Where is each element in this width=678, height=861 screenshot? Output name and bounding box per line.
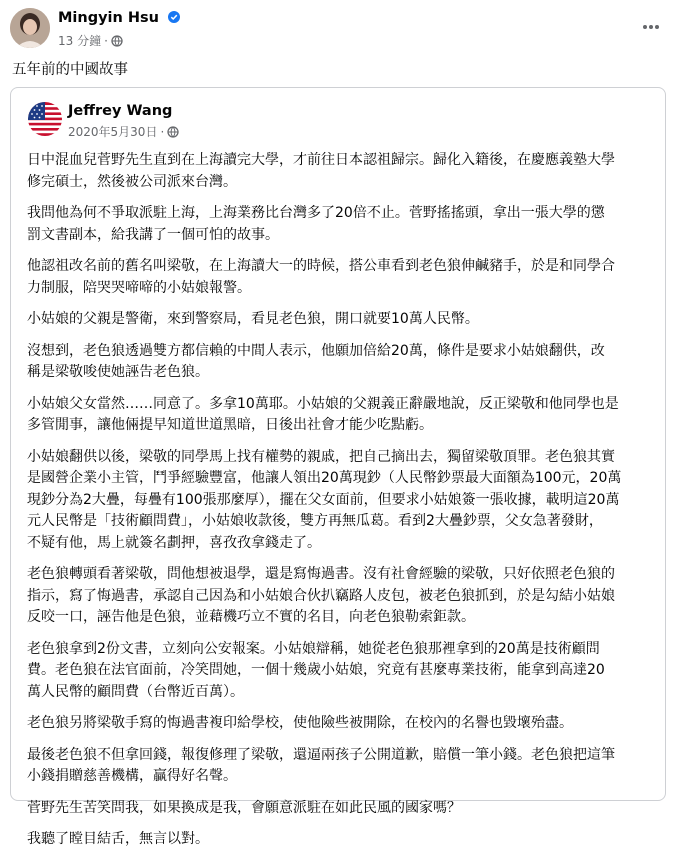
paragraph: 小姑娘的父親是警衛，來到警察局，看見老色狼，開口就要10萬人民幣。 — [27, 311, 479, 327]
paragraph: 老色狼拿到2份文書，立刻向公安報案。小姑娘辯稱，她從老色狼那裡拿到的20萬是技術顧問 費。老色狼在法官面前，冷笑問她，一個十幾歲小姑娘，究竟有甚麼專業技術，能拿到高達20 萬人民幣的顧問費（台幣近百萬）。 — [27, 640, 605, 700]
globe-icon — [111, 35, 123, 47]
paragraph: 他認祖改名前的舊名叫梁敬，在上海讀大一的時候，搭公車看到老色狼伸鹹豬手，於是和同學合 力制服，陪哭哭啼啼的小姑娘報警。 — [27, 258, 615, 296]
shared-post-date[interactable]: 2020年5月30日 — [68, 125, 158, 139]
separator-dot: · — [160, 125, 165, 139]
post-meta — [58, 32, 123, 49]
post-time[interactable]: 13 分鐘 — [58, 34, 102, 48]
paragraph: 小姑娘父女當然……同意了。多拿10萬耶。小姑娘的父親義正辭嚴地說，反正梁敬和他同學也是 多管閒事，讓他倆提早知道世道黑暗，日後出社會才能少吃點虧。 — [27, 395, 619, 433]
shared-post-header — [28, 100, 648, 140]
shared-post-body — [27, 150, 653, 861]
us-flag-icon — [28, 102, 62, 136]
post-header — [10, 8, 660, 52]
shared-post-meta — [68, 123, 179, 140]
more-options-icon[interactable] — [638, 14, 664, 40]
paragraph: 菅野先生苦笑問我，如果換成是我，會願意派駐在如此民風的國家嗎？ — [27, 799, 461, 816]
globe-icon — [167, 126, 179, 138]
paragraph: 老色狼另將梁敬手寫的悔過書複印給學校，使他險些被開除，在校內的名譽也毀壞殆盡。 — [27, 715, 573, 731]
paragraph: 最後老色狼不但拿回錢，報復修理了梁敬，還逼兩孩子公開道歉，賠償一筆小錢。老色狼把這筆 小錢捐贈慈善機構，贏得好名聲。 — [27, 746, 615, 784]
paragraph: 我問他為何不爭取派駐上海，上海業務比台灣多了20倍不止。菅野搖搖頭，拿出一張大學的懲 罰文書副本，給我講了一個可怕的故事。 — [27, 205, 605, 243]
paragraph: 小姑娘翻供以後，梁敬的同學馬上找有權勢的親戚，把自己摘出去，獨留梁敬頂罪。老色狼其實 是國營企業小主管，鬥爭經驗豐富，他讓人領出20萬現鈔（人民幣鈔票最大面額為100元，20萬 現鈔分為2大疊，每疊有100張那麼厚），擺在父女面前，但要求小姑娘簽一張收據，載明這20萬 元人民幣是「技術顧問費」，小姑娘收款後，雙方再無瓜葛。看到2大疊鈔票，父女急著發財， 不疑有他，馬上就簽名劃押，喜孜孜拿錢走了。 — [27, 448, 622, 551]
paragraph: 沒想到，老色狼透過雙方都信賴的中間人表示，他願加倍給20萬，條件是要求小姑娘翻供，改 稱是梁敬唆使她誣告老色狼。 — [27, 342, 605, 380]
verified-badge-icon — [168, 11, 180, 23]
author-name: Mingyin Hsu — [58, 10, 159, 26]
separator-dot: · — [104, 34, 108, 48]
author-avatar[interactable] — [10, 8, 50, 48]
paragraph: 日中混血兒菅野先生直到在上海讀完大學，才前往日本認祖歸宗。歸化入籍後，在慶應義塾大學 修完碩士，然後被公司派來台灣。 — [27, 152, 615, 190]
shared-author-name[interactable]: Jeffrey Wang — [68, 103, 173, 119]
author-avatar-image — [10, 8, 50, 48]
shared-author-avatar[interactable] — [28, 102, 62, 136]
shared-post-card[interactable] — [10, 87, 666, 847]
paragraph: 老色狼轉頭看著梁敬，問他想被退學，還是寫悔過書。沒有社會經驗的梁敬，只好依照老色狼的 指示，寫了悔過書，承認自己因為和小姑娘合伙扒竊路人皮包，被老色狼抓到，於是勾結小姑娘 反咬一口，誣告他是色狼，並藉機巧立不實的名目，向老色狼勒索鉅款。 — [27, 566, 615, 625]
author-name-link[interactable] — [58, 10, 180, 26]
post-caption: 五年前的中國故事 — [12, 62, 128, 78]
paragraph: 我聽了瞠目結舌，無言以對。 — [27, 831, 209, 847]
